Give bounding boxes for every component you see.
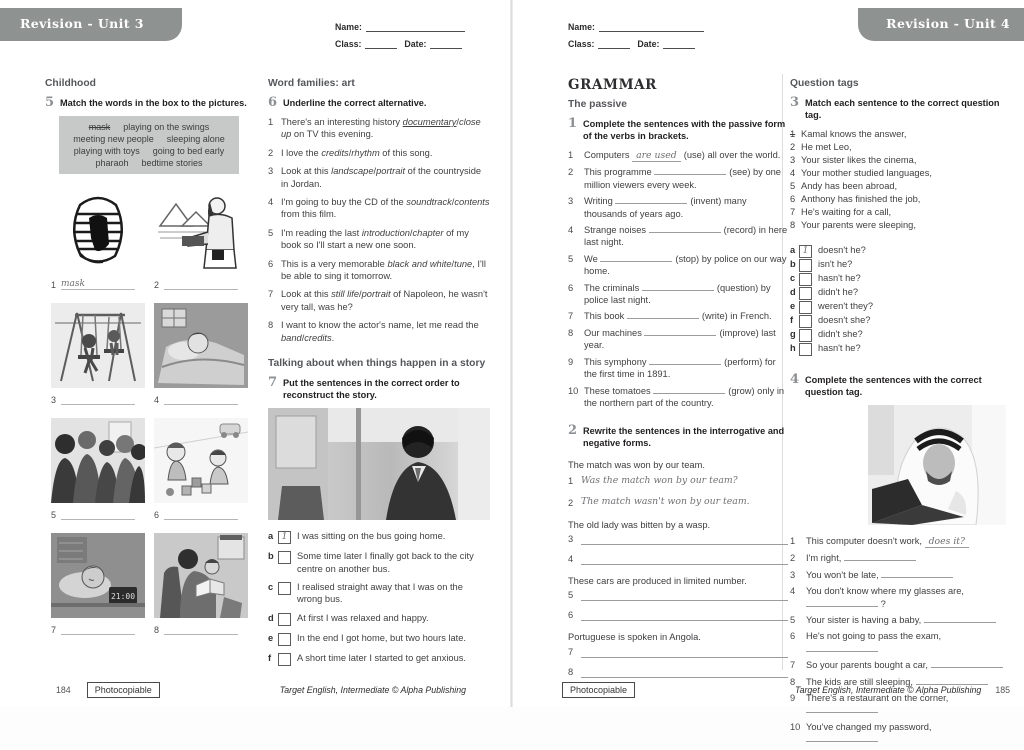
example-answer: Was the match won by our team? (581, 474, 738, 486)
rewrite-answer-row: 5 (568, 590, 788, 601)
picture-answer-blank[interactable] (164, 393, 238, 405)
word-box-word: pharaoh (95, 158, 129, 168)
unit-banner-label: Revision - Unit 3 (20, 16, 144, 32)
match-sentence: 2 He met Leo, (790, 142, 852, 152)
worksheet-page-unit4 (512, 0, 1024, 732)
student-info-fields (568, 22, 704, 56)
section-title-passive: The passive (568, 99, 627, 110)
man-on-bus-photo (268, 408, 490, 520)
picture-answer-blank[interactable] (164, 508, 238, 520)
rewrite-prompt: Portuguese is spoken in Angola. (568, 632, 701, 643)
word-box-word: sleeping alone (166, 134, 225, 144)
answer-blank[interactable] (806, 643, 878, 652)
tag-checkbox[interactable] (799, 315, 812, 328)
exercise7-header (268, 377, 490, 401)
rewrite-prompt: These cars are produced in limited number. (568, 575, 747, 586)
answer-blank[interactable] (924, 614, 996, 623)
exercise5-header (45, 97, 248, 109)
rewrite-prompt: The match was won by our team. (568, 460, 705, 471)
answer-blank[interactable] (581, 668, 788, 678)
passive-item: 8 Our machines (improve) last year. (568, 327, 776, 351)
picture-cell (154, 418, 248, 520)
pharaoh-illustration (154, 188, 248, 273)
picture-cell (51, 188, 145, 290)
exercise3-header (790, 97, 1006, 121)
story-sentence: f A short time later I started to get anxious. (268, 652, 490, 666)
worksheet-page-unit3 (0, 0, 512, 707)
order-checkbox[interactable] (278, 633, 291, 646)
book-credit: Target English, Intermediate © Alpha Publishing (795, 684, 982, 695)
name-field-line[interactable] (599, 22, 704, 32)
word-box-word: playing with toys (73, 146, 140, 156)
date-field-line[interactable] (430, 39, 462, 49)
date-label: Date: (404, 39, 427, 49)
passive-item: 7 This book (write) in French. (568, 311, 772, 322)
answer-blank[interactable] (806, 598, 878, 607)
example-answer: does it? (925, 536, 969, 548)
example-answer: are used (632, 150, 681, 162)
tag-checkbox[interactable] (799, 301, 812, 314)
book-credit: Target English, Intermediate © Alpha Publishing (279, 684, 466, 695)
tag-item: 2 I'm right, (790, 552, 1006, 564)
order-checkbox[interactable] (278, 653, 291, 666)
rewrite-example: 1 Was the match won by our team? (568, 474, 738, 487)
answer-blank[interactable] (581, 648, 788, 658)
crossed-number: 1 (790, 129, 796, 139)
section-title-word-families: Word families: art (268, 78, 355, 89)
passive-item: 2 This programme (see) by one million viewers every week. (568, 167, 781, 190)
word-mask-crossed: mask (88, 122, 111, 132)
passive-item: 9 This symphony (perform) for the first time in 1891. (568, 356, 776, 380)
picture-answer-blank[interactable] (61, 393, 135, 405)
grammar-title: GRAMMAR (568, 77, 658, 93)
match-sentences (790, 128, 1006, 232)
answer-blank[interactable] (642, 282, 714, 291)
tag-item: 5 Your sister is having a baby, (790, 614, 1006, 626)
story-sentence: e In the end I got home, but two hours late. (268, 632, 490, 646)
children-on-swings-illustration (51, 303, 145, 388)
tag-item: 8 The kids are still sleeping, (790, 676, 1006, 688)
name-field (568, 22, 704, 32)
name-label: Name: (568, 22, 595, 32)
picture-number: 6 (154, 510, 160, 520)
name-label: Name: (335, 22, 362, 32)
page-number: 185 (995, 684, 1010, 695)
date-field-line[interactable] (663, 39, 695, 49)
story-sentence: c I realised straight away that I was on the wrong bus. (268, 581, 463, 605)
tag-option: b isn't he? (790, 258, 1006, 272)
picture-number: 1 (51, 280, 57, 290)
rewrite-answer-row: 6 (568, 610, 788, 621)
tag-option: a 1 doesn't he? (790, 245, 866, 256)
section-title-story: Talking about when things happen in a story (268, 358, 486, 370)
page-footer (56, 682, 466, 698)
picture-grid (51, 188, 248, 635)
word-box-word: playing on the swings (123, 122, 210, 132)
rewrite-prompt: The old lady was bitten by a wasp. (568, 519, 711, 530)
alternative-item: 6 This is a very memorable black and white/tune, I'll be able to sing it tomorrow. (268, 258, 486, 282)
exercise4-number: 4 (790, 372, 800, 387)
answer-blank[interactable] (806, 733, 878, 742)
answer-blank[interactable] (654, 166, 726, 175)
picture-number: 8 (154, 625, 160, 635)
exercise1-header (568, 118, 788, 142)
answer-blank[interactable] (649, 356, 721, 365)
tag-checkbox[interactable] (799, 343, 812, 356)
match-sentence: 5 Andy has been abroad, (790, 181, 898, 191)
exercise4-instruction: Complete the sentences with the correct question tag. (805, 375, 982, 397)
passive-item: 3 Writing (invent) many thousands of years ago. (568, 196, 747, 219)
exercise7-number: 7 (268, 375, 278, 391)
alternative-item: 4 I'm going to buy the CD of the soundtrack/contents from this film. (268, 197, 490, 220)
answer-blank[interactable] (806, 704, 878, 713)
alternative-item: 8 I want to know the actor's name, let me read the band/credits. (268, 320, 479, 343)
unit-banner-label: Revision - Unit 4 (886, 16, 1010, 32)
exercise5-number: 5 (45, 95, 55, 110)
exercise3-number: 3 (790, 95, 800, 110)
passive-item: 10 These tomatoes (grow) only in the northern part of the country. (568, 385, 785, 408)
word-families-column (268, 78, 490, 672)
picture-number: 5 (51, 510, 57, 520)
tag-option: e weren't they? (790, 300, 1006, 314)
passive-item: 5 We (stop) by police on our way home. (568, 253, 787, 277)
answer-blank[interactable] (653, 385, 725, 394)
tag-option: f doesn't she? (790, 314, 1006, 328)
picture-answer-blank[interactable] (164, 623, 238, 635)
exercise6-instruction: Underline the correct alternative. (283, 98, 427, 108)
photocopiable-badge: Photocopiable (87, 682, 160, 698)
man-with-laptop-photo (868, 405, 1006, 525)
word-box-word: meeting new people (73, 134, 154, 144)
tag-option: g didn't she? (790, 328, 1006, 342)
order-checkbox[interactable] (278, 551, 291, 564)
picture-answer-blank[interactable] (61, 623, 135, 635)
story-sentence: b Some time later I finally got back to the city centre on another bus. (268, 551, 474, 574)
story-sentence: d At first I was relaxed and happy. (268, 612, 490, 626)
order-checkbox[interactable] (278, 613, 291, 626)
bedtime-story-illustration (154, 533, 248, 618)
tag-option: h hasn't he? (790, 342, 1006, 356)
people-meeting-illustration (51, 418, 145, 503)
alternative-item: 7 Look at this still life/portrait of Napoleon, he wasn't very tall, was he? (268, 289, 488, 312)
childhood-column (45, 78, 248, 635)
passive-item: 6 The criminals (question) by police last night. (568, 282, 771, 306)
answer-blank[interactable] (581, 591, 788, 601)
tag-item: 10 You've changed my password, (790, 721, 1006, 746)
alternative-item: 3 Look at this landscape/portrait of the countryside in Jordan. (268, 166, 482, 189)
word-box-word: going to bed early (152, 146, 225, 156)
picture-number: 3 (51, 395, 57, 405)
word-box (59, 116, 239, 174)
page-footer (562, 682, 1010, 698)
tag-option: c hasn't he? (790, 272, 1006, 286)
tag-item: 7 So your parents bought a car, (790, 659, 1006, 671)
exercise6-header (268, 97, 490, 109)
answer-blank[interactable] (581, 555, 788, 565)
alternative-item: 2 I love the credits/rhythm of this song. (268, 147, 433, 158)
rewrite-answer-row: 8 (568, 667, 788, 678)
class-field-line[interactable] (365, 39, 397, 49)
class-field-line[interactable] (598, 39, 630, 49)
tag-item: 4 You don't know where my glasses are, ? (790, 586, 965, 609)
tag-item: 1 This computer doesn't work, does it? (790, 535, 1006, 548)
rewrite-answer-row: 7 (568, 647, 788, 658)
exercise1-instruction: Complete the sentences with the passive form of the verbs in brackets. (583, 119, 786, 141)
children-playing-toys-illustration (154, 418, 248, 503)
name-field (335, 22, 465, 32)
picture-answer-blank[interactable] (164, 278, 238, 290)
order-checkbox[interactable]: 1 (278, 531, 291, 544)
unit-banner (858, 8, 1024, 41)
picture-cell (154, 188, 248, 290)
answer-blank[interactable] (644, 327, 716, 336)
exercise6-number: 6 (268, 95, 278, 110)
picture-cell (51, 533, 145, 635)
exercise2-number: 2 (568, 423, 578, 439)
passive-item: 1 Computers are used (use) all over the world. (568, 150, 781, 161)
tutankhamun-mask-illustration (51, 188, 145, 273)
order-checkbox[interactable] (278, 582, 291, 595)
date-label: Date: (637, 39, 660, 49)
section-title-question-tags: Question tags (790, 78, 859, 89)
word-box-word: bedtime stories (141, 158, 203, 168)
match-sentence: 8 Your parents were sleeping, (790, 220, 916, 230)
alternative-item: 1 There's an interesting history documentary/close up on TV this evening. (268, 117, 481, 140)
picture-cell (154, 303, 248, 405)
child-sleeping-illustration (154, 303, 248, 388)
tag-checkbox[interactable]: 1 (799, 245, 812, 258)
match-sentence: 1 Kamal knows the answer, (790, 129, 907, 139)
match-sentence: 4 Your mother studied languages, (790, 168, 932, 178)
answer-blank[interactable] (615, 195, 687, 204)
example-answer: The match wasn't won by our team. (581, 496, 750, 508)
answer-blank[interactable] (600, 253, 672, 262)
match-sentence: 3 Your sister likes the cinema, (790, 155, 917, 165)
class-date-field (568, 39, 704, 49)
tag-checkbox[interactable] (799, 287, 812, 300)
tag-item: 6 He's not going to pass the exam, (790, 630, 1006, 655)
passive-item: 4 Strange noises (record) in here last night. (568, 225, 788, 248)
picture-answer[interactable]: mask (61, 278, 135, 290)
exercise2-header (568, 425, 788, 449)
exercise4-header (790, 374, 1006, 398)
class-date-field (335, 39, 465, 49)
picture-cell (51, 303, 145, 405)
picture-cell (154, 533, 248, 635)
answer-blank[interactable] (581, 611, 788, 621)
story-sentence: a 1 I was sitting on the bus going home. (268, 531, 446, 543)
class-label: Class: (335, 39, 362, 49)
underlined-choice: documentary (402, 117, 457, 127)
tag-checkbox[interactable] (799, 259, 812, 272)
rewrite-example: 2 The match wasn't won by our team. (568, 496, 750, 508)
alarm-clock-time: 21:00 (110, 592, 136, 601)
rewrite-answer-row: 3 (568, 534, 788, 545)
page-number: 184 (56, 684, 71, 695)
name-field-line[interactable] (366, 22, 465, 32)
answer-blank[interactable] (581, 535, 788, 545)
boy-alarm-clock-illustration (51, 533, 145, 618)
rewrite-answer-row: 4 (568, 554, 788, 565)
tag-option: d didn't he? (790, 286, 1006, 300)
exercise3-instruction: Match each sentence to the correct question tag. (805, 98, 1000, 120)
tag-options (790, 244, 1006, 356)
tag-checkbox[interactable] (799, 329, 812, 342)
section-title-childhood: Childhood (45, 78, 96, 89)
exercise5-instruction: Match the words in the box to the pictures. (60, 98, 247, 108)
tag-item: 9 There's a restaurant on the corner, (790, 692, 1006, 717)
answer-blank[interactable] (931, 659, 1003, 668)
picture-answer-blank[interactable] (61, 508, 135, 520)
picture-number: 2 (154, 280, 160, 290)
tag-item: 3 You won't be late, (790, 569, 1006, 581)
answer-blank[interactable] (881, 569, 953, 578)
class-label: Class: (568, 39, 595, 49)
unit-banner (0, 8, 182, 41)
tag-checkbox[interactable] (799, 273, 812, 286)
picture-cell (51, 418, 145, 520)
alternative-item: 5 I'm reading the last introduction/chapter of my book so I'll start a new one soon. (268, 227, 469, 251)
picture-number: 7 (51, 625, 57, 635)
student-info-fields (335, 22, 465, 56)
answer-blank[interactable] (844, 552, 916, 561)
match-sentence: 6 Anthony has finished the job, (790, 194, 921, 204)
answer-blank[interactable] (649, 224, 721, 233)
question-tags-column (790, 78, 1006, 750)
exercise1-number: 1 (568, 116, 578, 131)
grammar-column (568, 78, 788, 687)
exercise7-instruction: Put the sentences in the correct order to reconstruct the story. (283, 378, 460, 401)
match-sentence: 7 He's waiting for a call, (790, 207, 892, 217)
answer-blank[interactable] (627, 310, 699, 319)
photocopiable-badge: Photocopiable (562, 682, 635, 698)
page-seam (510, 0, 513, 707)
picture-number: 4 (154, 395, 160, 405)
exercise2-instruction: Rewrite the sentences in the interrogative and negative forms. (583, 426, 785, 449)
